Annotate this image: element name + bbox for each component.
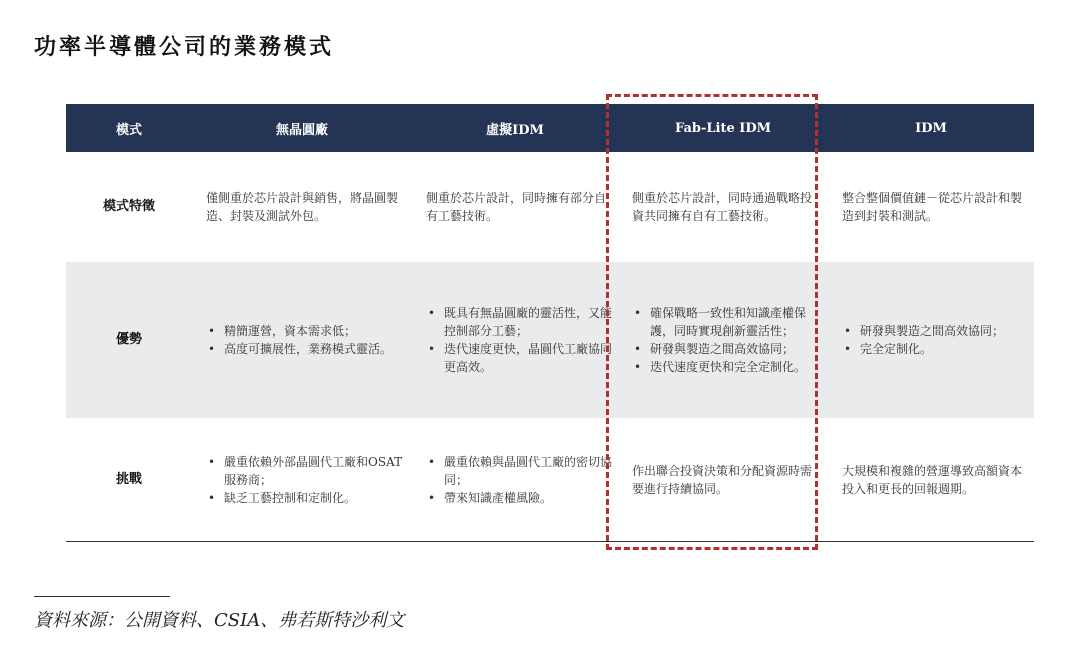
list-item: • 完全定制化。 <box>842 340 1028 358</box>
header-idm: IDM <box>828 104 1034 152</box>
header-mode: 模式 <box>66 104 192 152</box>
list-item: • 研發與製造之間高效協同； <box>842 322 1028 340</box>
page-title: 功率半導體公司的業務模式 <box>34 35 335 60</box>
list-item: • 高度可擴展性，業務模式靈活。 <box>206 340 406 358</box>
list-item: • 迭代速度更快，晶圓代工廠協同更高效。 <box>426 340 612 376</box>
cell-fabless-advantages <box>192 262 412 418</box>
list-item: • 精簡運營，資本需求低； <box>206 322 406 340</box>
list-item: • 嚴重依賴外部晶圓代工廠和OSAT服務商； <box>206 453 406 489</box>
cell-virtual-idm-characteristics: 側重於芯片設計，同時擁有部分自有工藝技術。 <box>412 152 618 262</box>
table-header-row <box>66 104 1034 152</box>
table-row <box>66 262 1034 418</box>
list-item: • 既具有無晶圓廠的靈活性，又能控制部分工藝； <box>426 304 612 340</box>
cell-fabless-characteristics: 僅側重於芯片設計與銷售，將晶圓製造、封裝及測試外包。 <box>192 152 412 262</box>
list-item: • 迭代速度更快和完全定制化。 <box>632 358 822 376</box>
header-fabless: 無晶圓廠 <box>192 104 412 152</box>
row-label-characteristics: 模式特徵 <box>66 152 192 262</box>
cell-fabless-challenges <box>192 418 412 542</box>
business-model-table <box>66 104 1034 542</box>
source-note: 資料來源：公開資料、CSIA、弗若斯特沙利文 <box>34 610 405 631</box>
cell-fab-lite-advantages <box>618 262 828 418</box>
cell-virtual-idm-advantages <box>412 262 618 418</box>
source-divider <box>34 596 170 597</box>
cell-idm-advantages <box>828 262 1034 418</box>
header-virtual-idm: 虛擬IDM <box>412 104 618 152</box>
header-fab-lite-idm: Fab-Lite IDM <box>618 104 828 152</box>
cell-idm-challenges: 大規模和複雜的營運導致高額資本投入和更長的回報週期。 <box>828 418 1034 542</box>
list-item: • 缺乏工藝控制和定制化。 <box>206 489 406 507</box>
list-item: • 研發與製造之間高效協同； <box>632 340 822 358</box>
cell-virtual-idm-challenges <box>412 418 618 542</box>
row-label-challenges: 挑戰 <box>66 418 192 542</box>
cell-fab-lite-challenges: 作出聯合投資決策和分配資源時需要進行持續協同。 <box>618 418 828 542</box>
list-item: • 嚴重依賴與晶圓代工廠的密切協同； <box>426 453 612 489</box>
cell-fab-lite-characteristics: 側重於芯片設計，同時通過戰略投資共同擁有自有工藝技術。 <box>618 152 828 262</box>
table-row <box>66 152 1034 262</box>
list-item: • 帶來知識產權風險。 <box>426 489 612 507</box>
table-row <box>66 418 1034 542</box>
list-item: • 確保戰略一致性和知識產權保護，同時實現創新靈活性； <box>632 304 822 340</box>
cell-idm-characteristics: 整合整個價值鏈－從芯片設計和製造到封裝和測試。 <box>828 152 1034 262</box>
row-label-advantages: 優勢 <box>66 262 192 418</box>
